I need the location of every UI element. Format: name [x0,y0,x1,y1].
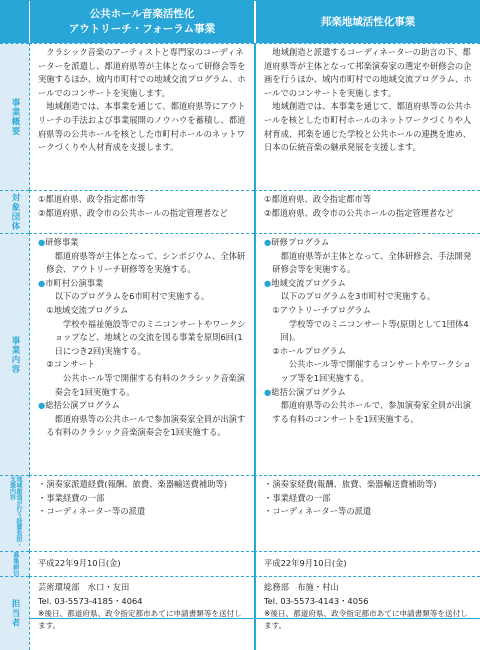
support-outreach-item-3: ・コーディネーター等の派遣 [38,506,146,517]
content-hogaku-text-2: 以下のプログラムを3市町村で実施する。 [280,291,436,302]
content-outreach-sub-1-text: 学校や福祉施設等でのミニコンサートやワークショップなど、地域との交流を図る事業を原則6回(1日につき2回)実施する。 [54,318,246,356]
contact-hogaku [254,576,480,650]
column-header-hogaku [254,1,480,43]
content-outreach-heading-3: ●総括公演プログラム [38,400,120,411]
contact-hogaku-note: ※後日、都道府県、政令指定都市あてに申請書類等を送付します。 [264,609,468,631]
bullet-icon: ● [38,277,46,288]
content-outreach-heading-2: ●市町村公演事業 [38,277,104,288]
support-outreach [29,475,254,551]
deadline-hogaku [254,551,480,576]
content-hogaku-heading-1: ●研修プログラム [264,237,330,247]
support-outreach-item-1: ・演奏家派遣経費(報酬、旅費、楽器輸送費補助等) [38,479,228,489]
support-hogaku [254,475,480,551]
content-hogaku-heading-3: ●総括公演プログラム [264,386,346,397]
support-outreach-item-2: ・事業経費の一部 [38,492,105,503]
row-label-overview: 事業概要 [0,43,29,190]
contact-hogaku-dept: 総務部 布施・村山 [264,582,339,592]
contact-outreach [29,576,254,650]
content-hogaku-sub-1-text: 学校等でのミニコンサート等(原則として1団体4回)。 [280,318,469,343]
bullet-icon: ● [38,237,46,247]
content-outreach-text-1: 都道府県等が主体となって、シンポジウム、全体研修会、アウトリーチ研修等を実施する。 [46,250,246,275]
bullet-icon: ● [264,386,272,397]
row-label-deadline: 募集締切 [0,551,29,576]
content-hogaku-sub-1: ①アウトリーチプログラム [272,304,371,315]
overview-hogaku-paragraph-1: 地域創造と派遣するコーディネーターの助言の下、都道府県等が主体となって邦楽演奏家の選定や研修会の企画を行うほか、域内市町村での地域交流プログラム、ホールでのコンサートを実施します。 [264,47,472,98]
content-outreach-sub-2-text: 公共ホール等で開催する有料のクラシック音楽演奏会を1回実施する。 [54,372,246,397]
contact-outreach-tel: Tel. 03-5573-4185・4064 [38,595,143,606]
row-label-content: 事業内容 [0,233,29,475]
row-label-target: 対象団体 [0,190,29,233]
contact-outreach-dept: 芸術環境部 水口・友田 [38,582,130,592]
support-hogaku-item-1: ・演奏家経費(報酬、旅費、楽器輸送費補助等) [264,479,437,489]
content-outreach-sub-1: ①地域交流プログラム [46,304,129,315]
support-hogaku-item-2: ・事業経費の一部 [264,492,331,503]
contact-hogaku-tel: Tel. 03-5573-4143・4056 [264,595,369,606]
content-outreach [29,233,254,475]
overview-hogaku-paragraph-2: 地域創造では、本事業を通じて、都道府県等の公共ホールを核とした市町村ホールのネットワークづくりや人材育成、邦楽を通じた学校と公共ホールの連携を進め、日本の伝統音楽の継承発展を支援します。 [264,101,472,153]
column-header-outreach [29,1,254,43]
content-hogaku-heading-2: ●地域交流プログラム [264,277,346,288]
content-outreach-text-2: 以下のプログラムを6市町村で実施する。 [54,291,210,302]
header-corner [0,1,29,43]
content-hogaku-text-1: 都道府県等が主体となって、全体研修会、手法開発研修会等を実施する。 [272,250,472,275]
content-hogaku-text-3: 都道府県等の公共ホールで、参加演奏家全員が出演する有料のコンサートを1回実施する。 [272,400,472,424]
target-hogaku-item-2: ②都道府県、政令市の公共ホールの指定管理者など [264,207,454,218]
deadline-hogaku-date: 平成22年9月10日(金) [264,558,347,569]
content-hogaku [254,233,480,475]
bullet-icon: ● [264,277,272,288]
column-header-outreach-line2: アウトリーチ・フォーラム事業 [68,23,216,35]
overview-outreach [29,43,254,190]
overview-hogaku [254,43,480,190]
target-hogaku-item-1: ①都道府県、政令指定都市等 [264,194,372,204]
content-hogaku-sub-2: ②ホールプログラム [272,345,346,356]
content-hogaku-sub-2-text: 公共ホール等で開催するコンサートやワークショップ等を1回実施する。 [280,359,472,383]
content-outreach-text-3: 都道府県等の公共ホールで参加演奏家全員が出演する有料のクラシック音楽演奏会を1回実施する。 [46,413,246,438]
deadline-outreach [29,551,254,576]
support-hogaku-item-3: ・コーディネーター等の派遣 [264,506,372,517]
target-outreach-item-1: ①都道府県、政令指定都市等 [38,194,146,204]
bullet-icon: ● [264,237,272,247]
target-outreach [29,190,254,233]
contact-outreach-note: ※後日、都道府県、政令指定都市あてに申請書類等を送付します。 [38,609,242,631]
content-outreach-heading-1: ●研修事業 [38,237,79,247]
deadline-outreach-date: 平成22年9月10日(金) [38,558,121,569]
overview-outreach-paragraph-1: クラシック音楽のアーティストと専門家のコーディネーターを派遣し、都道府県等が主体となって研修会等を実施するほか、域内市町村での地域交流プログラム、ホールでのコンサートを実施します。 [38,47,246,98]
bullet-icon: ● [38,400,46,411]
row-label-support: 地域創造が行う経費負担・支援内容 [0,475,29,551]
content-outreach-sub-2: ②コンサート [46,359,96,370]
target-outreach-item-2: ②都道府県、政令市の公共ホールの指定管理者など [38,207,228,218]
column-header-hogaku-title: 邦楽地域活性化事業 [320,15,416,28]
row-label-contact: 担当者 [0,576,29,650]
column-header-outreach-line1: 公共ホール音楽活性化 [89,8,195,20]
overview-outreach-paragraph-2: 地域創造では、本事業を通じて、都道府県等にアウトリーチの手法および事業展開のノウハウを蓄積し、都道府県等の公共ホールを核とした市町村ホールのネットワークづくりや人材育成を支援します。 [38,101,246,153]
target-hogaku [254,190,480,233]
